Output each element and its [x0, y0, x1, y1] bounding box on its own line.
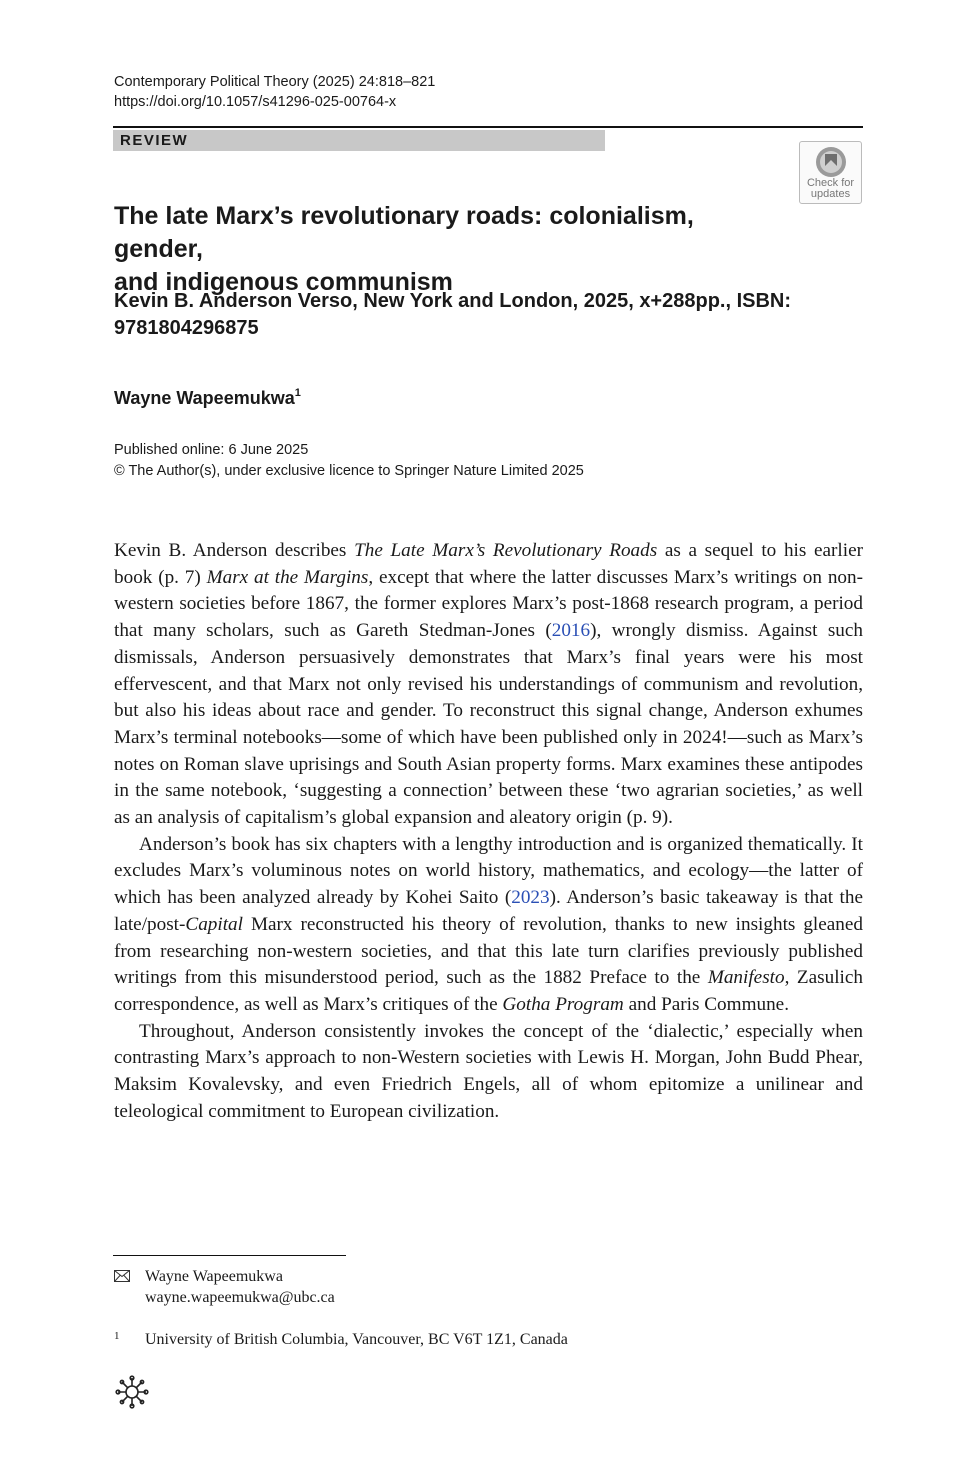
section-label: REVIEW [120, 132, 189, 149]
author-name: Wayne Wapeemukwa [114, 388, 295, 408]
text: Kevin B. Anderson describes [114, 540, 355, 561]
italic-term: Manifesto [707, 967, 785, 989]
paragraph-1 [114, 538, 863, 832]
crossmark-icon [815, 146, 847, 178]
text: Marx reconstructed his theory of revolution, thanks to new insights gleaned from researching non-western societies, and that this late turn clarifies previously published writings from this misunderstood period, such as the 1882 Preface to the [114, 913, 863, 989]
book-title-italic: Marx at the Margins [206, 566, 369, 588]
contact-name: Wayne Wapeemukwa [145, 1268, 283, 1285]
title-line-1: The late Marx’s revolutionary roads: colonialism, gender, [114, 202, 694, 263]
affiliation-footnote [114, 1329, 568, 1350]
book-details-line-2: 9781804296875 [114, 317, 259, 339]
title-line-2: and indigenous communism [114, 268, 453, 296]
citation-link[interactable]: 2023 [511, 887, 550, 909]
affiliation-text: University of British Columbia, Vancouver, BC V6T 1Z1, Canada [145, 1331, 568, 1348]
author-affiliation-mark: 1 [294, 387, 301, 399]
book-title-italic: The Late Marx’s Revolutionary Roads [354, 540, 658, 561]
header-rule [113, 126, 863, 128]
journal-doi[interactable]: https://doi.org/10.1057/s41296-025-00764-x [114, 94, 397, 110]
article-body [114, 538, 863, 1125]
italic-term: Capital [185, 913, 243, 935]
citation-link[interactable]: 2016 [551, 620, 591, 642]
book-details [114, 288, 834, 342]
paragraph-2 [114, 832, 863, 1019]
footnotes [114, 1266, 568, 1350]
journal-citation: Contemporary Political Theory (2025) 24:818–821 [114, 74, 436, 90]
copyright-notice: © The Author(s), under exclusive licence to Springer Nature Limited 2025 [114, 463, 584, 479]
journal-header [114, 72, 435, 112]
text: as a sequel to his earlier book (p. 7) [114, 540, 863, 588]
text: ). Anderson’s basic takeaway is that the late/post- [114, 887, 863, 935]
italic-term: Gotha Program [502, 993, 624, 1015]
check-for-updates-badge[interactable] [799, 141, 862, 204]
author-line [114, 381, 301, 410]
crossmark-line2: updates [810, 188, 851, 200]
springer-knight-icon [114, 1374, 150, 1410]
affiliation-number: 1 [114, 1330, 120, 1342]
text: , Zasulich correspondence, as well as Marx’s critiques of the [114, 967, 863, 1015]
envelope-icon [114, 1270, 130, 1282]
text: , except that where the latter discusses Marx’s writings on non-western societies before 1867, the former explores Marx’s post-1868 research program, a period that many scholars, such as Gareth Stedman-Jones ( [114, 566, 863, 642]
footnote-rule [113, 1255, 346, 1256]
article-title [114, 200, 784, 299]
text: Anderson’s book has six chapters with a lengthy introduction and is organized thematically. It excludes Marx’s voluminous notes on world history, mathematics, and ecology—the latter of which has been analyzed already by Kohei Saito ( [114, 833, 863, 909]
contact-email[interactable]: wayne.wapeemukwa@ubc.ca [145, 1289, 335, 1306]
section-label-bar [113, 130, 605, 151]
text: Throughout, Anderson consistently invokes the concept of the ‘dialectic,’ especially when contrasting Marx’s approach to non-Western societies with Lewis H. Morgan, John Budd Phear, Maksim Kovalevsky, and even Friedrich Engels, all of whom epitomize a unilinear and teleological commitment to European civilization. [114, 1020, 863, 1122]
paragraph-3 [114, 1019, 863, 1126]
text: and Paris Commune. [623, 993, 789, 1015]
text: ), wrongly dismiss. Against such dismissals, Anderson persuasively demonstrates that Marx’s final years were his most effervescent, and that Marx not only revised his understandings of communism and revolution, but also his ideas about race and gender. To reconstruct this signal change, Anderson exhumes Marx’s terminal notebooks—some of which have been published only in 2024!—such as Marx’s notes on Roman slave uprisings and South Asian property forms. Marx examines these antipodes in the same notebook, ‘suggesting a connection’ between these ‘two agrarian societies,’ as well as an analysis of capitalism’s global expansion and aleatory origin (p. 9). [114, 620, 863, 829]
book-details-line-1: Kevin B. Anderson Verso, New York and London, 2025, x+288pp., ISBN: [114, 290, 792, 312]
publication-info [114, 440, 584, 482]
contact-footnote [114, 1266, 568, 1308]
published-date: Published online: 6 June 2025 [114, 442, 309, 458]
crossmark-line1: Check for [806, 177, 855, 189]
